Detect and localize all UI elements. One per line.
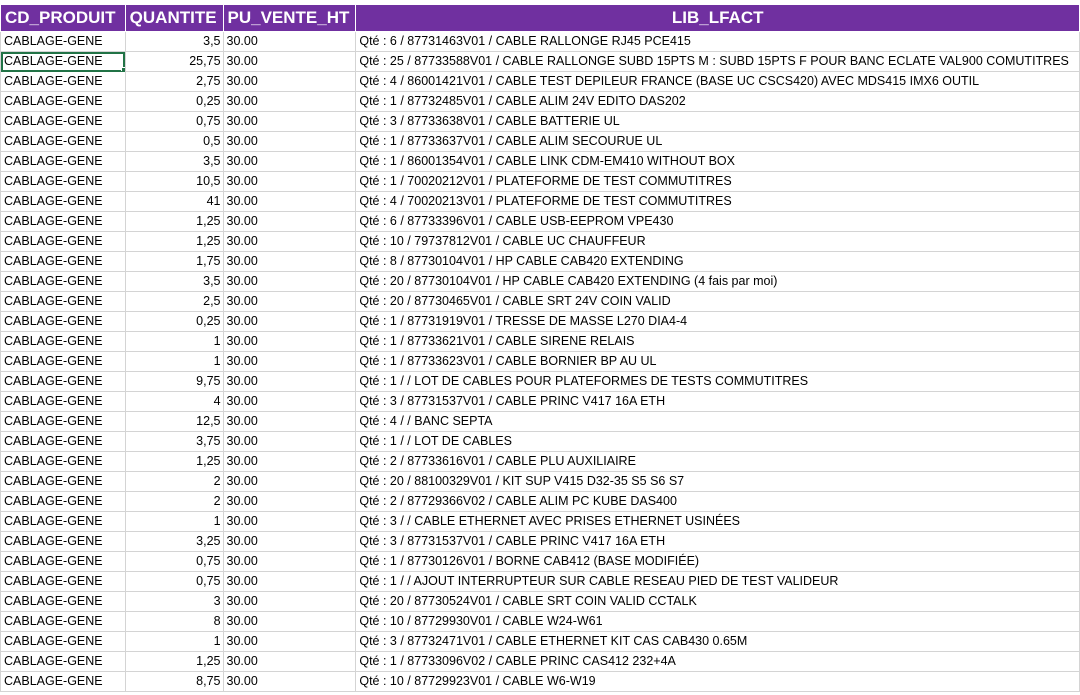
cell-quantite[interactable]: 8,75 — [125, 672, 223, 692]
cell-cd-produit[interactable]: CABLAGE-GENE — [1, 572, 126, 592]
cell-lib-lfact[interactable]: Qté : 3 / 87732471V01 / CABLE ETHERNET KIT CAS CAB430 0.65M — [356, 632, 1080, 652]
cell-lib-lfact[interactable]: Qté : 1 / / AJOUT INTERRUPTEUR SUR CABLE RESEAU PIED DE TEST VALIDEUR — [356, 572, 1080, 592]
cell-pu-vente-ht[interactable]: 30.00 — [223, 252, 356, 272]
cell-lib-lfact[interactable]: Qté : 2 / 87729366V02 / CABLE ALIM PC KUBE DAS400 — [356, 492, 1080, 512]
cell-cd-produit[interactable]: CABLAGE-GENE — [1, 252, 126, 272]
cell-cd-produit[interactable]: CABLAGE-GENE — [1, 332, 126, 352]
cell-cd-produit[interactable]: CABLAGE-GENE — [1, 92, 126, 112]
cell-cd-produit[interactable]: CABLAGE-GENE — [1, 132, 126, 152]
cell-pu-vente-ht[interactable]: 30.00 — [223, 672, 356, 692]
table-row — [1, 72, 1080, 92]
cell-cd-produit[interactable]: CABLAGE-GENE — [1, 32, 126, 52]
table-row — [1, 472, 1080, 492]
table-row — [1, 332, 1080, 352]
cell-lib-lfact[interactable]: Qté : 25 / 87733588V01 / CABLE RALLONGE SUBD 15PTS M : SUBD 15PTS F POUR BANC ECLATE VAL900 COMUTITRES — [356, 52, 1080, 72]
cell-pu-vente-ht[interactable]: 30.00 — [223, 392, 356, 412]
cell-quantite[interactable]: 1 — [125, 332, 223, 352]
cell-cd-produit[interactable]: CABLAGE-GENE — [1, 492, 126, 512]
cell-quantite[interactable]: 8 — [125, 612, 223, 632]
cell-lib-lfact[interactable]: Qté : 3 / 87733638V01 / CABLE BATTERIE UL — [356, 112, 1080, 132]
cell-quantite[interactable]: 25,75 — [125, 52, 223, 72]
table-row — [1, 412, 1080, 432]
cell-quantite[interactable]: 1,25 — [125, 452, 223, 472]
cell-pu-vente-ht[interactable]: 30.00 — [223, 292, 356, 312]
cell-lib-lfact[interactable]: Qté : 8 / 87730104V01 / HP CABLE CAB420 EXTENDING — [356, 252, 1080, 272]
cell-lib-lfact[interactable]: Qté : 20 / 88100329V01 / KIT SUP V415 D32-35 S5 S6 S7 — [356, 472, 1080, 492]
cell-lib-lfact[interactable]: Qté : 4 / 86001421V01 / CABLE TEST DEPILEUR FRANCE (BASE UC CSCS420) AVEC MDS415 IMX6 OUTIL — [356, 72, 1080, 92]
cell-lib-lfact[interactable]: Qté : 1 / 87730126V01 / BORNE CAB412 (BASE MODIFIÉE) — [356, 552, 1080, 572]
cell-quantite[interactable]: 2 — [125, 472, 223, 492]
cell-lib-lfact[interactable]: Qté : 1 / / LOT DE CABLES — [356, 432, 1080, 452]
cell-quantite[interactable]: 1,25 — [125, 232, 223, 252]
cell-quantite[interactable]: 1,25 — [125, 212, 223, 232]
table-row — [1, 352, 1080, 372]
cell-quantite[interactable]: 0,75 — [125, 112, 223, 132]
cell-pu-vente-ht[interactable]: 30.00 — [223, 452, 356, 472]
table-row — [1, 252, 1080, 272]
cell-lib-lfact[interactable]: Qté : 20 / 87730524V01 / CABLE SRT COIN VALID CCTALK — [356, 592, 1080, 612]
cell-pu-vente-ht[interactable]: 30.00 — [223, 152, 356, 172]
cell-pu-vente-ht[interactable]: 30.00 — [223, 532, 356, 552]
cell-quantite[interactable]: 9,75 — [125, 372, 223, 392]
cell-lib-lfact[interactable]: Qté : 3 / 87731537V01 / CABLE PRINC V417 16A ETH — [356, 532, 1080, 552]
cell-pu-vente-ht[interactable]: 30.00 — [223, 592, 356, 612]
cell-lib-lfact[interactable]: Qté : 10 / 79737812V01 / CABLE UC CHAUFFEUR — [356, 232, 1080, 252]
cell-pu-vente-ht[interactable]: 30.00 — [223, 472, 356, 492]
cell-lib-lfact[interactable]: Qté : 10 / 87729930V01 / CABLE W24-W61 — [356, 612, 1080, 632]
table-row — [1, 392, 1080, 412]
cell-lib-lfact[interactable]: Qté : 4 / 70020213V01 / PLATEFORME DE TEST COMMUTITRES — [356, 192, 1080, 212]
cell-cd-produit[interactable]: CABLAGE-GENE — [1, 72, 126, 92]
cell-pu-vente-ht[interactable]: 30.00 — [223, 652, 356, 672]
cell-cd-produit[interactable]: CABLAGE-GENE — [1, 612, 126, 632]
table-row — [1, 452, 1080, 472]
cell-pu-vente-ht[interactable]: 30.00 — [223, 92, 356, 112]
cell-lib-lfact[interactable]: Qté : 20 / 87730465V01 / CABLE SRT 24V COIN VALID — [356, 292, 1080, 312]
cell-cd-produit[interactable]: CABLAGE-GENE — [1, 292, 126, 312]
cell-quantite[interactable]: 1,25 — [125, 652, 223, 672]
cell-pu-vente-ht[interactable]: 30.00 — [223, 432, 356, 452]
cell-cd-produit[interactable]: CABLAGE-GENE — [1, 312, 126, 332]
table-row — [1, 112, 1080, 132]
cell-cd-produit[interactable]: CABLAGE-GENE — [1, 372, 126, 392]
cell-pu-vente-ht[interactable]: 30.00 — [223, 212, 356, 232]
cell-cd-produit[interactable]: CABLAGE-GENE — [1, 472, 126, 492]
cell-pu-vente-ht[interactable]: 30.00 — [223, 132, 356, 152]
cell-quantite[interactable]: 0,25 — [125, 312, 223, 332]
cell-quantite[interactable]: 41 — [125, 192, 223, 212]
table-row — [1, 552, 1080, 572]
cell-cd-produit[interactable]: CABLAGE-GENE — [1, 432, 126, 452]
table-row — [1, 232, 1080, 252]
table-row — [1, 632, 1080, 652]
cell-quantite[interactable]: 3,5 — [125, 32, 223, 52]
table-row — [1, 272, 1080, 292]
cell-lib-lfact[interactable]: Qté : 1 / 87733621V01 / CABLE SIRENE RELAIS — [356, 332, 1080, 352]
cell-quantite[interactable]: 10,5 — [125, 172, 223, 192]
cell-pu-vente-ht[interactable]: 30.00 — [223, 172, 356, 192]
cell-lib-lfact[interactable]: Qté : 1 / 87732485V01 / CABLE ALIM 24V EDITO DAS202 — [356, 92, 1080, 112]
cell-lib-lfact[interactable]: Qté : 10 / 87729923V01 / CABLE W6-W19 — [356, 672, 1080, 692]
cell-pu-vente-ht[interactable]: 30.00 — [223, 312, 356, 332]
header-row — [1, 5, 1080, 32]
cell-lib-lfact[interactable]: Qté : 2 / 87733616V01 / CABLE PLU AUXILIAIRE — [356, 452, 1080, 472]
cell-cd-produit[interactable]: CABLAGE-GENE — [1, 512, 126, 532]
cell-cd-produit[interactable]: CABLAGE-GENE — [1, 552, 126, 572]
cell-cd-produit[interactable]: CABLAGE-GENE — [1, 172, 126, 192]
cell-quantite[interactable]: 1 — [125, 352, 223, 372]
cell-lib-lfact[interactable]: Qté : 3 / / CABLE ETHERNET AVEC PRISES ETHERNET USINÉES — [356, 512, 1080, 532]
cell-lib-lfact[interactable]: Qté : 6 / 87731463V01 / CABLE RALLONGE RJ45 PCE415 — [356, 32, 1080, 52]
cell-lib-lfact[interactable]: Qté : 1 / 87733623V01 / CABLE BORNIER BP AU UL — [356, 352, 1080, 372]
cell-pu-vente-ht[interactable]: 30.00 — [223, 52, 356, 72]
table-row — [1, 572, 1080, 592]
table-row — [1, 312, 1080, 332]
cell-lib-lfact[interactable]: Qté : 4 / / BANC SEPTA — [356, 412, 1080, 432]
header-pu-vente-ht[interactable]: PU_VENTE_HT — [223, 5, 356, 32]
table-row — [1, 292, 1080, 312]
cell-quantite[interactable]: 3,5 — [125, 152, 223, 172]
cell-cd-produit[interactable]: CABLAGE-GENE — [1, 652, 126, 672]
table-row — [1, 432, 1080, 452]
cell-lib-lfact[interactable]: Qté : 1 / 87733096V02 / CABLE PRINC CAS412 232+4A — [356, 652, 1080, 672]
table-row — [1, 672, 1080, 692]
cell-cd-produit[interactable]: CABLAGE-GENE — [1, 392, 126, 412]
cell-lib-lfact[interactable]: Qté : 3 / 87731537V01 / CABLE PRINC V417 16A ETH — [356, 392, 1080, 412]
table-row — [1, 192, 1080, 212]
cell-pu-vente-ht[interactable]: 30.00 — [223, 72, 356, 92]
cell-cd-produit[interactable]: CABLAGE-GENE — [1, 592, 126, 612]
table-row — [1, 92, 1080, 112]
cell-pu-vente-ht[interactable]: 30.00 — [223, 112, 356, 132]
table-row — [1, 152, 1080, 172]
cell-quantite[interactable]: 3,5 — [125, 272, 223, 292]
table-row — [1, 132, 1080, 152]
cell-cd-produit[interactable]: CABLAGE-GENE — [1, 632, 126, 652]
cell-pu-vente-ht[interactable]: 30.00 — [223, 552, 356, 572]
cell-lib-lfact[interactable]: Qté : 1 / 86001354V01 / CABLE LINK CDM-EM410 WITHOUT BOX — [356, 152, 1080, 172]
table-row — [1, 212, 1080, 232]
cell-pu-vente-ht[interactable]: 30.00 — [223, 32, 356, 52]
cell-quantite[interactable]: 0,25 — [125, 92, 223, 112]
table-row — [1, 172, 1080, 192]
spreadsheet-grid — [0, 4, 1080, 692]
cell-pu-vente-ht[interactable]: 30.00 — [223, 572, 356, 592]
cell-lib-lfact[interactable]: Qté : 1 / 87733637V01 / CABLE ALIM SECOURUE UL — [356, 132, 1080, 152]
cell-lib-lfact[interactable]: Qté : 1 / 70020212V01 / PLATEFORME DE TEST COMMUTITRES — [356, 172, 1080, 192]
cell-quantite[interactable]: 3,75 — [125, 432, 223, 452]
cell-quantite[interactable]: 3 — [125, 592, 223, 612]
cell-pu-vente-ht[interactable]: 30.00 — [223, 272, 356, 292]
cell-quantite[interactable]: 0,5 — [125, 132, 223, 152]
cell-pu-vente-ht[interactable]: 30.00 — [223, 332, 356, 352]
cell-cd-produit[interactable]: CABLAGE-GENE — [1, 532, 126, 552]
cell-pu-vente-ht[interactable]: 30.00 — [223, 352, 356, 372]
cell-pu-vente-ht[interactable]: 30.00 — [223, 192, 356, 212]
cell-quantite[interactable]: 3,25 — [125, 532, 223, 552]
cell-quantite[interactable]: 2,75 — [125, 72, 223, 92]
cell-pu-vente-ht[interactable]: 30.00 — [223, 632, 356, 652]
cell-cd-produit[interactable]: CABLAGE-GENE — [1, 152, 126, 172]
table-row — [1, 372, 1080, 392]
header-cd-produit[interactable]: CD_PRODUIT — [1, 5, 126, 32]
cell-cd-produit[interactable]: CABLAGE-GENE — [1, 232, 126, 252]
cell-quantite[interactable]: 12,5 — [125, 412, 223, 432]
cell-lib-lfact[interactable]: Qté : 1 / / LOT DE CABLES POUR PLATEFORMES DE TESTS COMMUTITRES — [356, 372, 1080, 392]
table-row — [1, 32, 1080, 52]
cell-cd-produit[interactable]: CABLAGE-GENE — [1, 452, 126, 472]
cell-quantite[interactable]: 0,75 — [125, 572, 223, 592]
table-row — [1, 492, 1080, 512]
cell-pu-vente-ht[interactable]: 30.00 — [223, 232, 356, 252]
cell-quantite[interactable]: 0,75 — [125, 552, 223, 572]
cell-quantite[interactable]: 2,5 — [125, 292, 223, 312]
cell-pu-vente-ht[interactable]: 30.00 — [223, 372, 356, 392]
table-row — [1, 652, 1080, 672]
cell-pu-vente-ht[interactable]: 30.00 — [223, 412, 356, 432]
cell-cd-produit[interactable]: CABLAGE-GENE — [1, 212, 126, 232]
cell-pu-vente-ht[interactable]: 30.00 — [223, 492, 356, 512]
cell-cd-produit[interactable]: CABLAGE-GENE — [1, 672, 126, 692]
cell-lib-lfact[interactable]: Qté : 6 / 87733396V01 / CABLE USB-EEPROM VPE430 — [356, 212, 1080, 232]
cell-quantite[interactable]: 2 — [125, 492, 223, 512]
table-row — [1, 612, 1080, 632]
cell-lib-lfact[interactable]: Qté : 20 / 87730104V01 / HP CABLE CAB420 EXTENDING (4 fais par moi) — [356, 272, 1080, 292]
cell-cd-produit[interactable]: CABLAGE-GENE — [1, 112, 126, 132]
cell-cd-produit[interactable]: CABLAGE-GENE — [1, 412, 126, 432]
table-body — [1, 32, 1080, 692]
table-row — [1, 52, 1080, 72]
cell-pu-vente-ht[interactable]: 30.00 — [223, 612, 356, 632]
cell-quantite[interactable]: 1 — [125, 632, 223, 652]
cell-pu-vente-ht[interactable]: 30.00 — [223, 512, 356, 532]
header-lib-lfact[interactable]: LIB_LFACT — [356, 5, 1080, 32]
cell-cd-produit[interactable]: CABLAGE-GENE — [1, 192, 126, 212]
table-row — [1, 532, 1080, 552]
table-row — [1, 592, 1080, 612]
cell-cd-produit[interactable]: CABLAGE-GENE — [1, 352, 126, 372]
header-quantite[interactable]: QUANTITE — [125, 5, 223, 32]
table-row — [1, 512, 1080, 532]
cell-cd-produit[interactable]: CABLAGE-GENE — [1, 52, 126, 72]
cell-lib-lfact[interactable]: Qté : 1 / 87731919V01 / TRESSE DE MASSE L270 DIA4-4 — [356, 312, 1080, 332]
cell-cd-produit[interactable]: CABLAGE-GENE — [1, 272, 126, 292]
cell-quantite[interactable]: 1,75 — [125, 252, 223, 272]
cell-quantite[interactable]: 1 — [125, 512, 223, 532]
cell-quantite[interactable]: 4 — [125, 392, 223, 412]
